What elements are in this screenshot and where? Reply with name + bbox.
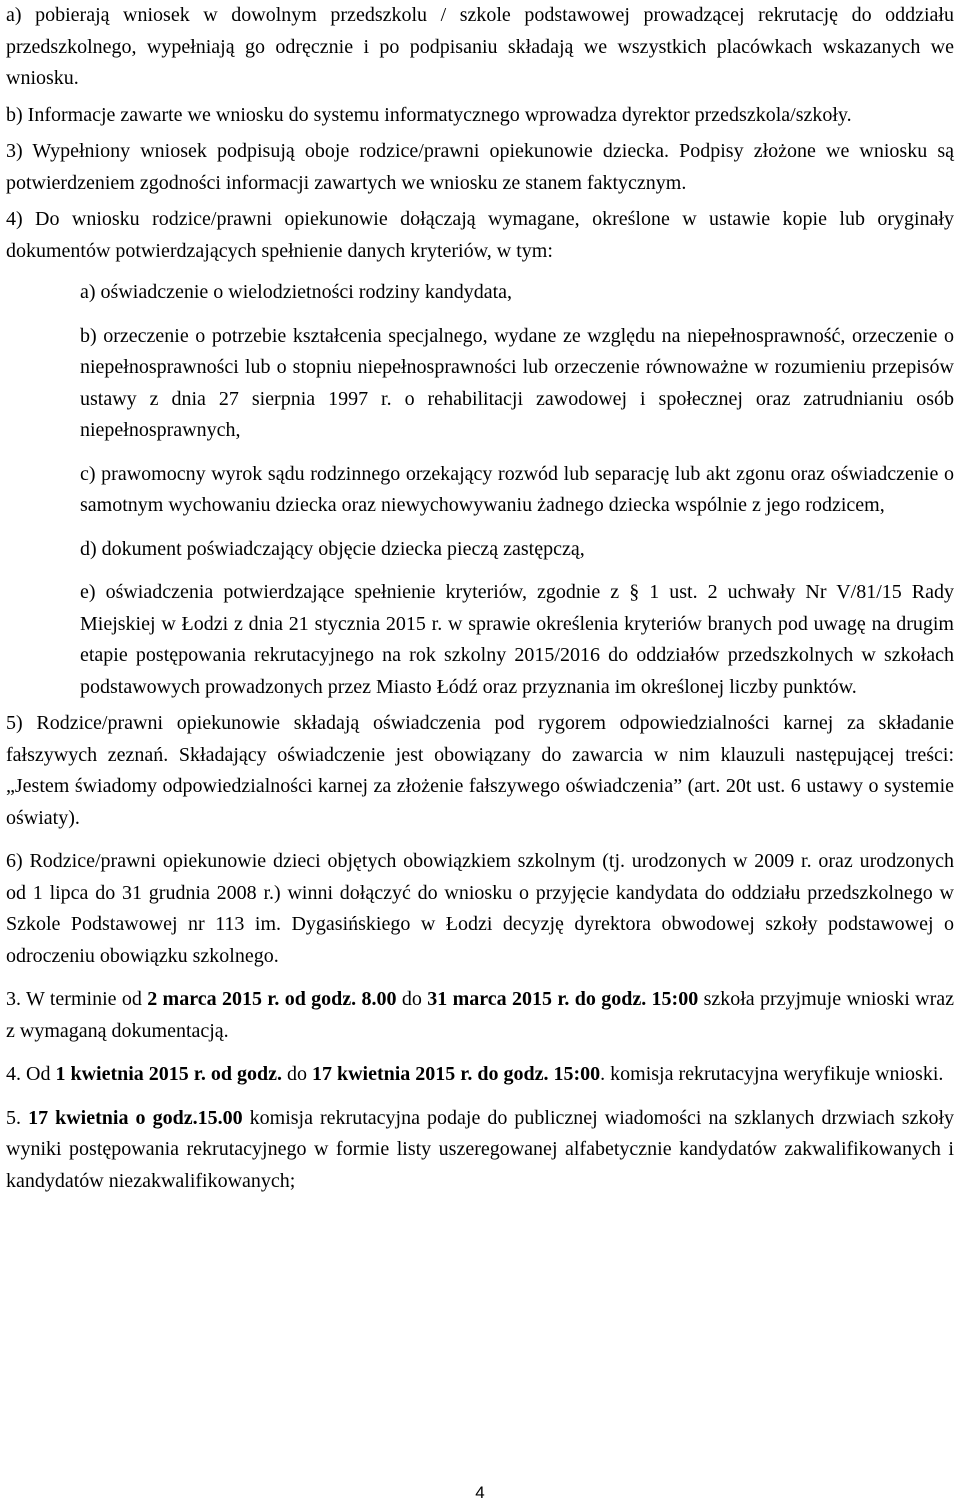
section-5-text: komisja rekrutacyjna podaje do publicznej wiadomości na szklanych drzwiach szkoły wyniki postępowania rekrutacyjnego w formie listy uszeregowanej alfabetycznie kandydatów zakwalifikowanych i kandydatów niezakwalifikowanych; — [6, 1106, 955, 1192]
section-5-text: 5. — [6, 1106, 29, 1129]
section-4-text: do — [281, 1063, 312, 1085]
list-item-4c: c) prawomocny wyrok sądu rodzinnego orzekający rozwód lub separację lub akt zgonu oraz oświadczenie o samotnym wychowaniu dziecka oraz niewychowywaniu żadnego dziecka wspólnie z jego rodzicem, — [80, 462, 954, 516]
paragraph-3-signature: 3) Wypełniony wniosek podpisują oboje rodzice/prawni opiekunowie dziecka. Podpisy złożone we wniosku są potwierdzeniem zgodności informacji zawartych we wniosku ze stanem faktycznym. — [6, 140, 954, 194]
list-item-4d: d) dokument poświadczający objęcie dziecka pieczą zastępczą, — [80, 537, 585, 560]
section-4-end-date: 17 kwietnia 2015 r. do godz. 15:00 — [311, 1063, 601, 1085]
paragraph-5-statements: 5) Rodzice/prawni opiekunowie składają oświadczenia pod rygorem odpowiedzialności karnej za składanie fałszywych zeznań. Składający oświadczenie jest obowiązany do zawarcia w nim klauzuli następującej treści: „Jestem świadomy odpowiedzialności karnej za złożenie fałszywego oświadczenia” (art. 20t ust. 6 ustawy o systemie oświaty). — [6, 712, 954, 829]
section-3-text: szkoła przyjmuje wnioski wraz z wymaganą dokumentacją. — [6, 988, 954, 1042]
paragraph-b-information: b) Informacje zawarte we wniosku do systemu informatycznego wprowadza dyrektor przedszkola/szkoły. — [6, 103, 852, 126]
paragraph-4-documents: 4) Do wniosku rodzice/prawni opiekunowie dołączają wymagane, określone w ustawie kopie lub oryginały dokumentów potwierdzających spełnienie danych kryteriów, w tym: — [6, 208, 954, 262]
section-5-results — [6, 1103, 954, 1198]
document-page — [6, 0, 954, 1197]
section-4-start-date: 1 kwietnia 2015 r. od godz. — [55, 1063, 282, 1085]
section-3-start-date: 2 marca 2015 r. od godz. 8.00 — [147, 988, 397, 1010]
list-item-4b: b) orzeczenie o potrzebie kształcenia specjalnego, wydane ze względu na niepełnosprawność, orzeczenie o niepełnosprawności lub o stopniu niepełnosprawności lub orzeczenie równoważne w rozumieniu przepisów ustawy z dnia 27 sierpnia 1997 r. o rehabilitacji zawodowej i społecznej oraz zatrudnianiu osób niepełnosprawnych, — [80, 324, 954, 441]
section-3-text: do — [396, 988, 428, 1010]
page-number: 4 — [475, 1483, 485, 1502]
section-4-text: 4. Od — [6, 1063, 56, 1085]
section-4-verification — [6, 1059, 954, 1091]
section-5-date: 17 kwietnia o godz.15.00 — [28, 1106, 243, 1129]
list-item-4e: e) oświadczenia potwierdzające spełnienie kryteriów, zgodnie z § 1 ust. 2 uchwały Nr V/81/15 Rady Miejskiej w Łodzi z dnia 21 stycznia 2015 r. w sprawie określenia kryteriów branych pod uwagę na drugim etapie postępowania rekrutacyjnego na rok szkolny 2015/2016 do oddziałów przedszkolnych w szkołach podstawowych prowadzonych przez Miasto Łódź oraz przyznania im określonej liczby punktów. — [80, 581, 954, 698]
list-item-4a: a) oświadczenie o wielodzietności rodziny kandydata, — [80, 281, 513, 303]
section-3-end-date: 31 marca 2015 r. do godz. 15:00 — [427, 988, 699, 1010]
section-3-text: 3. W terminie od — [6, 988, 148, 1010]
paragraph-6-obligation: 6) Rodzice/prawni opiekunowie dzieci objętych obowiązkiem szkolnym (tj. urodzonych w 2009 r. oraz urodzonych od 1 lipca do 31 grudnia 2008 r.) winni dołączyć do wniosku o przyjęcie kandydata do oddziału przedszkolnego w Szkole Podstawowej nr 113 im. Dygasińskiego w Łodzi decyzję dyrektora obwodowej szkoły podstawowej o odroczeniu obowiązku szkolnego. — [6, 850, 954, 967]
section-3-deadline — [6, 984, 954, 1047]
section-4-text: . komisja rekrutacyjna weryfikuje wnioski. — [600, 1063, 944, 1085]
paragraph-a-submission: a) pobierają wniosek w dowolnym przedszkolu / szkole podstawowej prowadzącej rekrutację do oddziału przedszkolnego, wypełniają go odręcznie i po podpisaniu składają we wszystkich placówkach wskazanych we wniosku. — [6, 4, 954, 89]
